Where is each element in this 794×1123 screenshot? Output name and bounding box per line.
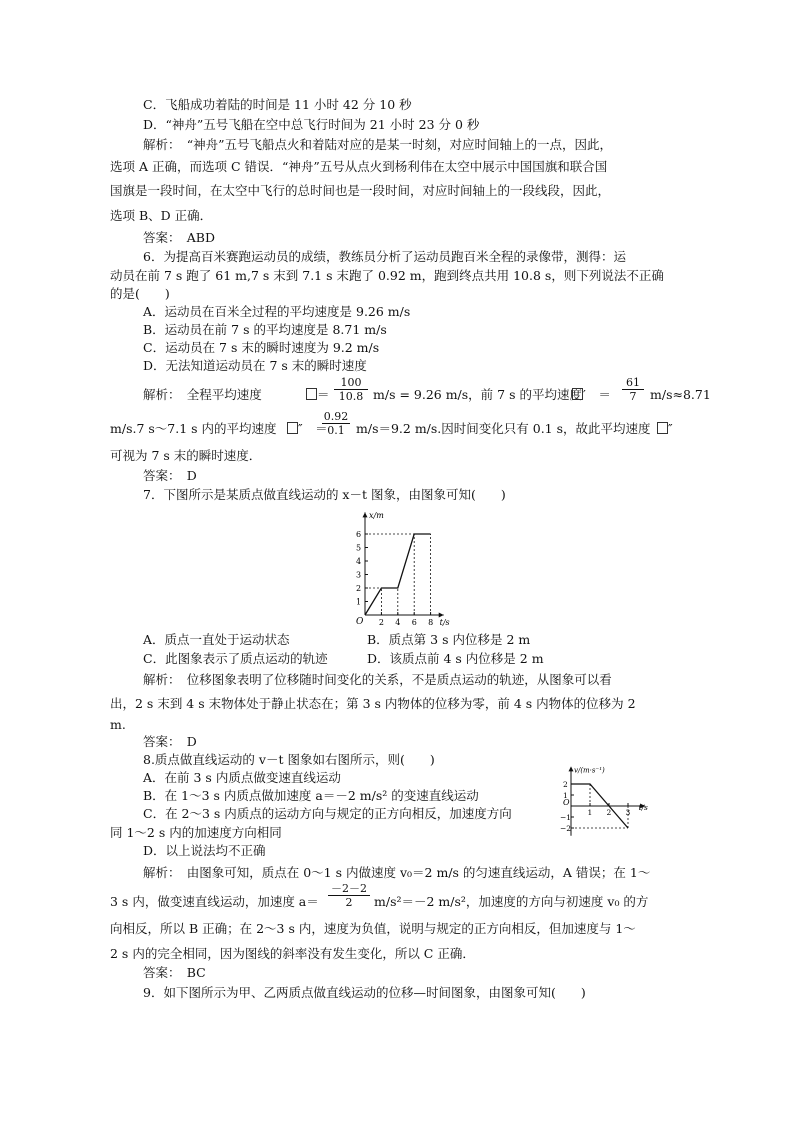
q6-analysis-mid: m/s = 9.26 m/s，前 7 s 的平均速度 (373, 387, 582, 402)
y-tick-label: 6 (356, 530, 362, 539)
q8-fraction-numerator: －2－2 (331, 882, 367, 895)
y-axis-label: x/m (369, 510, 384, 520)
y-tick-label: −2 (560, 824, 572, 833)
x-tick-label: 2 (606, 808, 612, 817)
q8-stem: 8.质点做直线运动的 v－t 图象如右图所示，则( ) (143, 752, 435, 767)
q7-option-b: B．质点第 3 s 内位移是 2 m (367, 632, 531, 647)
q6-stem-line2: 动员在前 7 s 跑了 61 m,7 s 末到 7.1 s 末跑了 0.92 m，跑到终点共用 10.8 s，则下列说法不正确 (110, 268, 664, 283)
q6-avg-velocity-symbol (306, 387, 330, 403)
y-tick-label: 1 (356, 597, 362, 607)
q9-stem: 9．如下图所示为甲、乙两质点做直线运动的位移—时间图象，由图象可知( ) (143, 985, 586, 1000)
q6-option-c: C．运动员在 7 s 末的瞬时速度为 9.2 m/s (143, 340, 380, 355)
origin-label: O (563, 798, 570, 807)
q5-analysis-line3: 国旗是一段时间，在太空中飞行的总时间也是一段时间，对应时间轴上的一段线段，因此， (110, 183, 611, 198)
q8-answer: 答案： BC (143, 965, 206, 980)
velocity-box-glyph (306, 388, 317, 400)
q8-analysis-line2-prefix: 3 s 内，做变速直线运动，加速度 a＝ (110, 894, 319, 909)
q6-fraction-1 (334, 376, 368, 403)
q6-double-prime-equals: ″ ＝ (298, 421, 328, 436)
q6-option-d: D．无法知道运动员在 7 s 末的瞬时速度 (143, 358, 367, 373)
q6-answer: 答案： D (143, 468, 197, 483)
y-tick-label: 4 (356, 557, 362, 566)
q5-answer: 答案： ABD (143, 230, 215, 245)
y-tick-label: 3 (356, 570, 362, 580)
q8-analysis-line2-end: m/s²＝－2 m/s²，加速度的方向与初速度 v₀ 的方 (374, 894, 649, 909)
q7-option-d: D．该质点前 4 s 内位移是 2 m (367, 651, 544, 666)
q6-stem-line3: 的是( ) (110, 286, 170, 301)
q5-option-d: D．“神舟”五号飞船在空中总飞行时间为 21 小时 23 分 0 秒 (143, 117, 480, 132)
q8-option-c-line2: 同 1～2 s 内的加速度方向相同 (110, 825, 282, 840)
q6-fraction-1-numerator: 100 (340, 376, 362, 389)
q6-equals: ＝ (317, 387, 330, 402)
q7-option-a: A．质点一直处于运动状态 (143, 632, 290, 647)
q6-option-b: B．运动员在前 7 s 的平均速度是 8.71 m/s (143, 322, 387, 337)
q5-option-c: C．飞船成功着陆的时间是 11 小时 42 分 10 秒 (143, 97, 412, 112)
q8-fraction (328, 882, 370, 909)
q6-analysis-end: m/s≈8.71 (650, 387, 711, 402)
velocity-box-glyph (657, 422, 668, 434)
q8-option-b: B．在 1～3 s 内质点做加速度 a＝－2 m/s² 的变速直线运动 (143, 788, 479, 803)
q6-prime-equals: ′ ＝ (583, 387, 611, 402)
q6-analysis-line2-tail (657, 421, 673, 437)
q8-option-c-line1: C．在 2～3 s 内质点的运动方向与规定的正方向相反，加速度方向 (143, 806, 512, 821)
q8-fraction-denominator: 2 (328, 895, 370, 909)
q6-fraction-2 (622, 376, 644, 403)
q8-analysis-line4: 2 s 内的完全相同，因为图线的斜率没有发生变化，所以 C 正确． (110, 946, 475, 961)
q5-analysis-line2: 选项 A 正确，而选项 C 错误．“神舟”五号从点火到杨利伟在太空中展示中国国旗和联合国 (110, 159, 608, 174)
q7-analysis-line2: 出，2 s 末到 4 s 末物体处于静止状态在；第 3 s 内物体的位移为零，前 4 s 内物体的位移为 2 (110, 696, 636, 711)
q6-stem-line1: 6．为提高百米赛跑运动员的成绩，教练员分析了运动员跑百米全程的录像带，测得：运 (143, 249, 626, 264)
q6-fraction-2-numerator: 61 (626, 376, 640, 389)
x-axis-arrow (439, 613, 444, 618)
q6-double-prime: ″ (668, 421, 673, 436)
q6-analysis-line2-prefix: m/s.7 s～7.1 s 内的平均速度 (110, 421, 277, 436)
q7-option-c: C．此图象表示了质点运动的轨迹 (143, 651, 328, 666)
q6-avg-velocity-prime (572, 387, 611, 403)
q8-analysis-line1: 解析： 由图象可知，质点在 0～1 s 内做速度 v₀＝2 m/s 的匀速直线运动，A 错误；在 1～ (143, 865, 651, 880)
x-tick-label: 2 (378, 618, 384, 627)
y-tick-label: 2 (356, 584, 362, 593)
vt-graph (551, 758, 651, 838)
q7-analysis-line3: m. (110, 717, 126, 732)
q6-fraction-3 (322, 410, 350, 437)
x-axis-label: t/s (638, 803, 648, 812)
q6-fraction-3-numerator: 0.92 (323, 410, 349, 423)
q6-analysis-prefix: 解析： 全程平均速度 (143, 387, 262, 402)
y-axis-arrow (363, 512, 368, 517)
x-tick-label: 8 (428, 618, 434, 627)
q6-fraction-3-denominator: 0.1 (322, 423, 350, 437)
q6-fraction-1-denominator: 10.8 (334, 389, 368, 403)
q5-analysis-line1: 解析： “神舟”五号飞船点火和着陆对应的是某一时刻，对应时间轴上的一点，因此， (143, 137, 613, 152)
y-tick-label: 2 (563, 780, 568, 789)
q7-analysis-line1: 解析： 位移图象表明了位移随时间变化的关系，不是质点运动的轨迹，从图象可以看 (143, 672, 612, 687)
x-tick-label: 4 (395, 618, 401, 627)
velocity-box-glyph (572, 388, 583, 400)
q8-option-a: A．在前 3 s 内质点做变速直线运动 (143, 770, 341, 785)
x-tick-label: 1 (587, 808, 593, 817)
x-tick-label: 3 (625, 808, 631, 817)
xt-graph (348, 503, 478, 628)
origin-label: O (356, 617, 364, 627)
x-axis-label: t/s (439, 618, 450, 627)
q6-analysis-line3: 可视为 7 s 末的瞬时速度． (110, 448, 262, 463)
y-axis-arrow (569, 766, 574, 771)
y-tick-label: 5 (356, 543, 362, 553)
q8-option-d: D．以上说法均不正确 (143, 843, 266, 858)
q7-stem: 7．下图所示是某质点做直线运动的 x－t 图象，由图象可知( ) (143, 487, 506, 502)
q7-answer: 答案： D (143, 734, 197, 749)
q6-option-a: A．运动员在百米全过程的平均速度是 9.26 m/s (143, 304, 411, 319)
q6-analysis-line2-end: m/s＝9.2 m/s.因时间变化只有 0.1 s，故此平均速度 (356, 421, 651, 436)
y-axis-label: v/(m·s⁻¹) (574, 766, 605, 775)
x-tick-label: 6 (411, 618, 417, 627)
q8-analysis-line3: 向相反，所以 B 正确；在 2～3 s 内，速度为负值，说明与规定的正方向相反，但加速度与 1～ (110, 921, 636, 936)
q6-fraction-2-denominator: 7 (622, 389, 644, 403)
y-tick-label: 1 (563, 791, 568, 800)
q5-analysis-line4: 选项 B、D 正确． (110, 208, 213, 223)
velocity-box-glyph (287, 422, 298, 434)
y-tick-label: −1 (560, 813, 572, 822)
